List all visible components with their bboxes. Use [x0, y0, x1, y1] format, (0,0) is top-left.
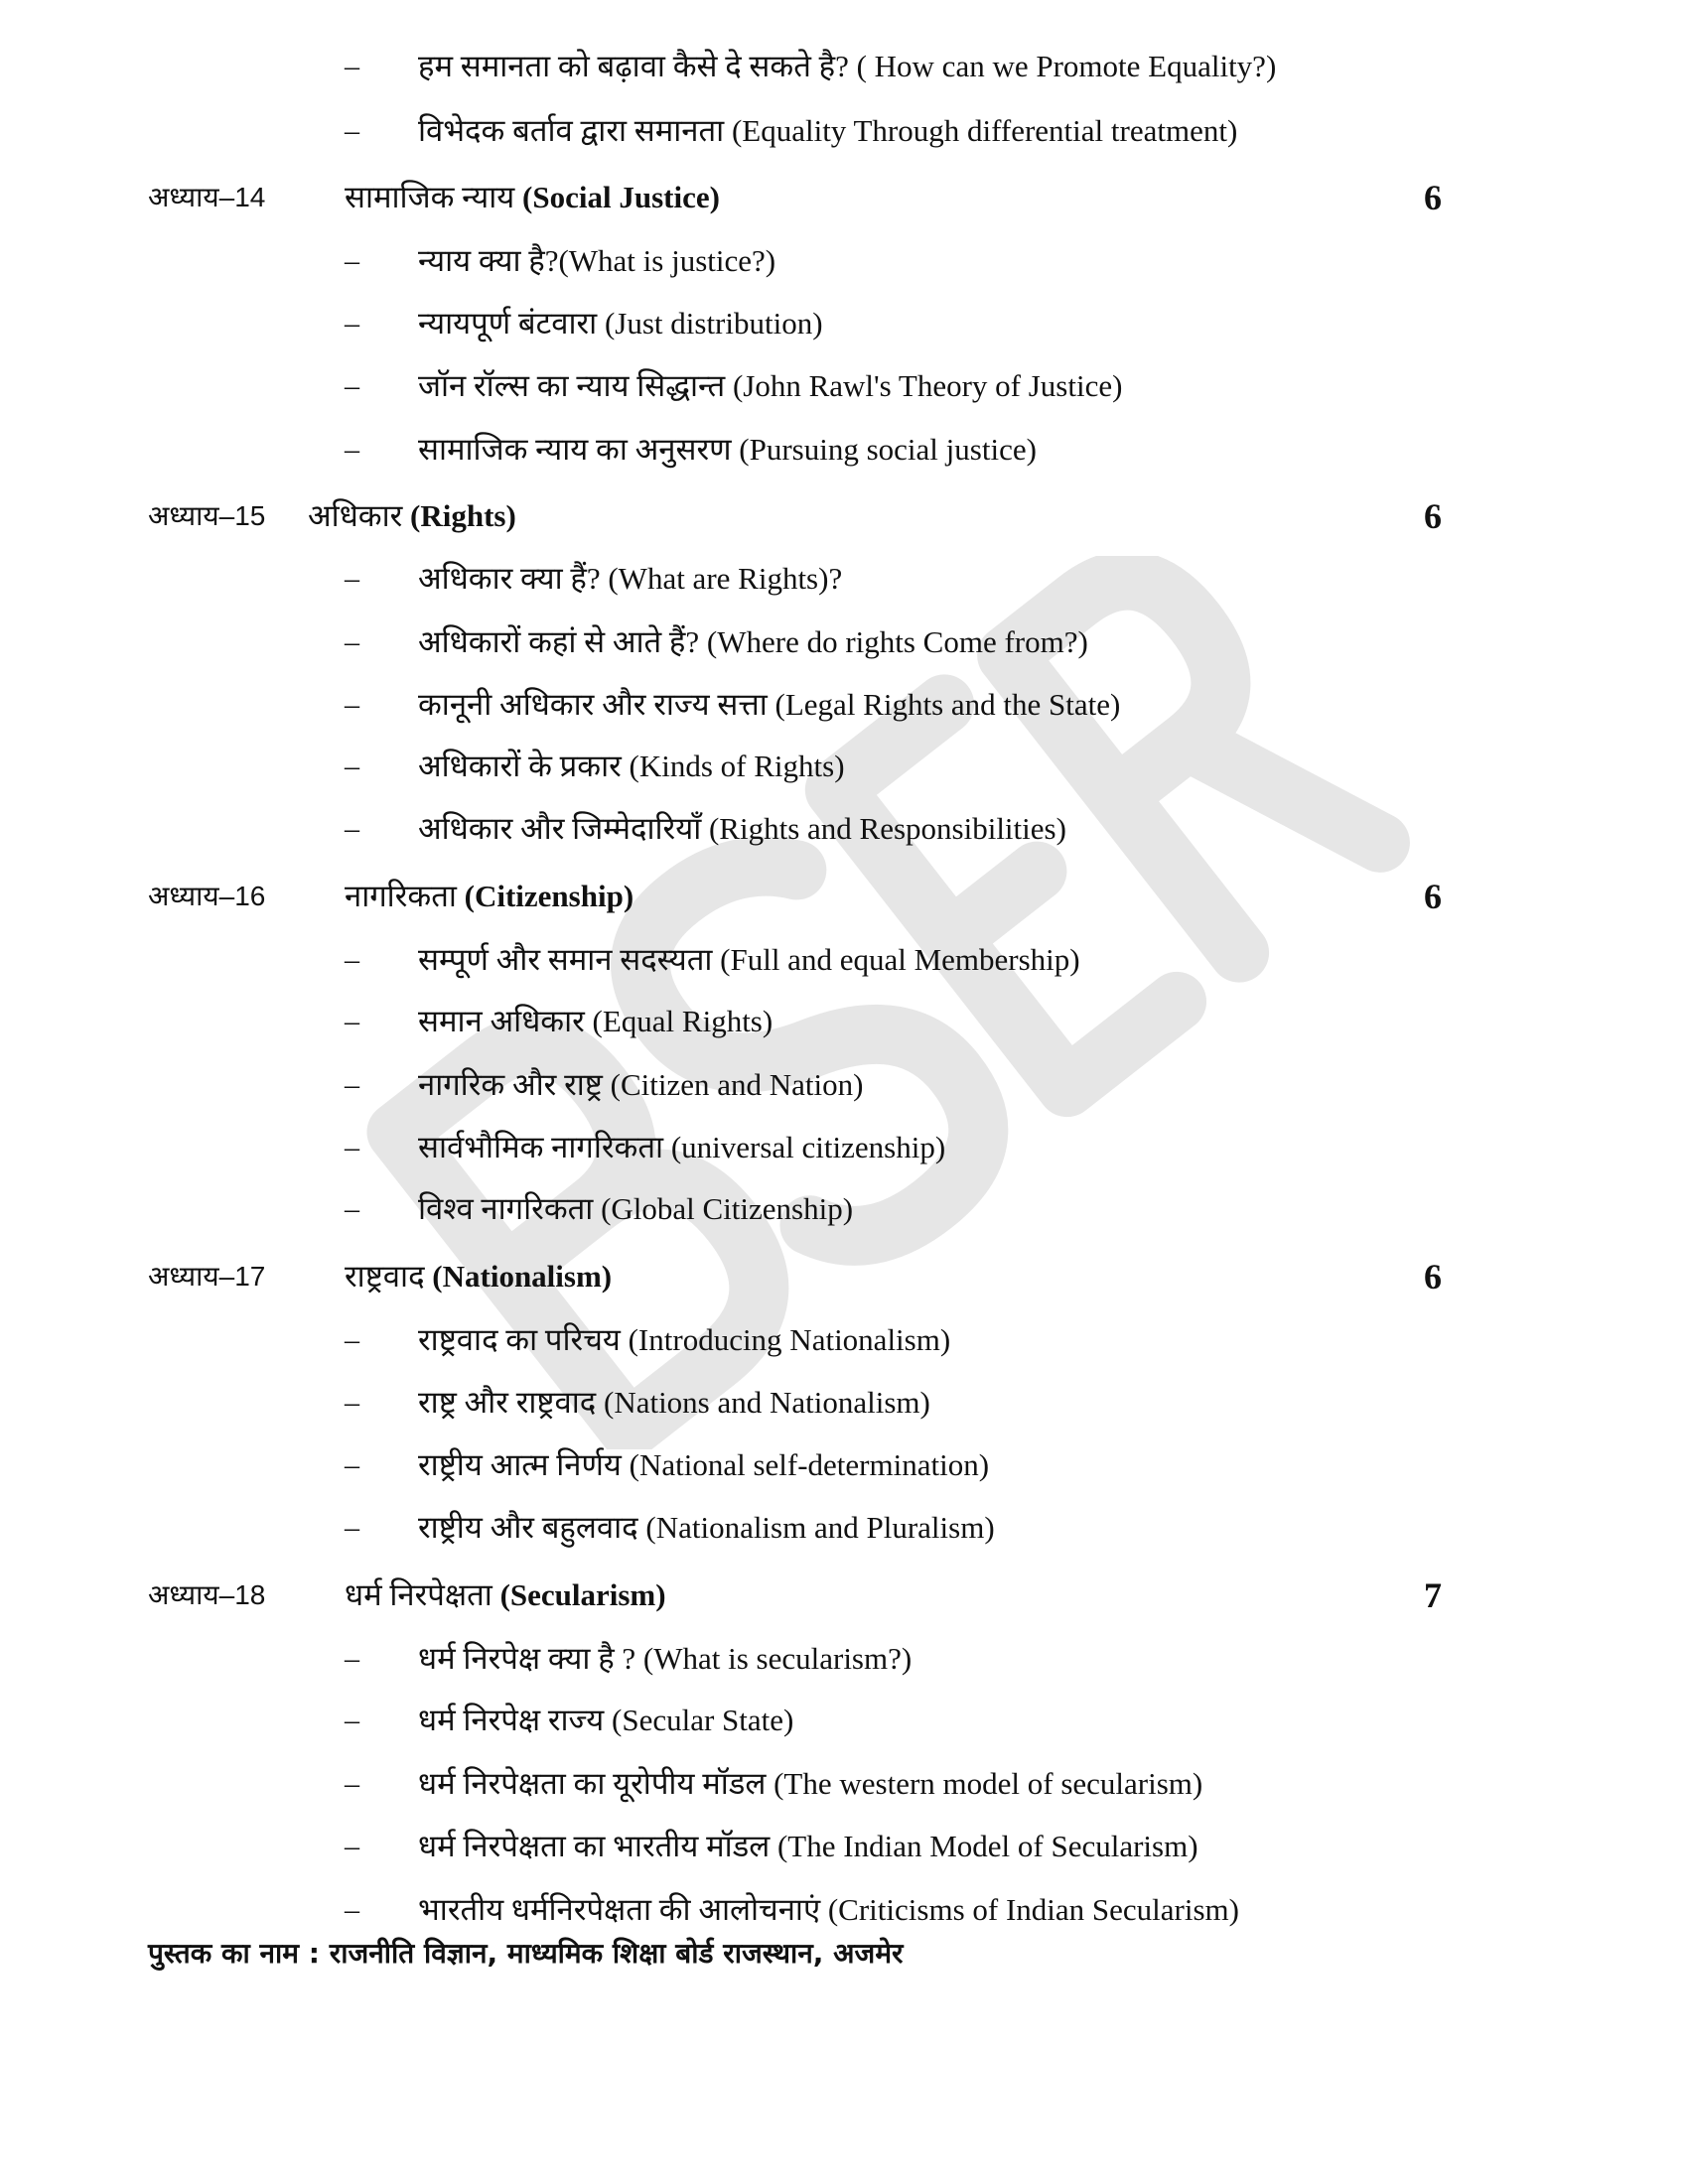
list-item: [0, 1761, 1688, 1807]
list-item: [0, 619, 1688, 665]
item-text: धर्म निरपेक्षता का यूरोपीय मॉडल (The western model of secularism): [418, 1766, 1203, 1801]
list-item: [0, 1442, 1688, 1488]
item-text: राष्ट्रीय आत्म निर्णय (National self-determination): [418, 1447, 990, 1482]
bullet-dash: –: [345, 625, 359, 658]
item-text: राष्ट्रवाद का परिचय (Introducing Nationalism): [418, 1322, 951, 1357]
book-name-footer: पुस्तक का नाम : राजनीति विज्ञान, माध्यमिक शिक्षा बोर्ड राजस्थान, अजमेर: [148, 1937, 904, 1970]
bullet-dash: –: [345, 1323, 359, 1356]
list-item: [0, 1380, 1688, 1426]
item-text: राष्ट्र और राष्ट्रवाद (Nations and Nationalism): [418, 1385, 930, 1420]
item-text: अधिकारों के प्रकार (Kinds of Rights): [418, 749, 845, 783]
chapter-label: अध्याय–14: [148, 182, 266, 212]
chapter-marks: 7: [1424, 1575, 1442, 1615]
list-item: [0, 44, 1688, 89]
chapter-title-hindi: नागरिकता: [345, 879, 457, 913]
chapter-title-english: (Secularism): [499, 1577, 666, 1612]
bullet-dash: –: [345, 433, 359, 466]
chapter-title: [345, 1572, 666, 1618]
bullet-dash: –: [345, 1192, 359, 1225]
chapter-marks: 6: [1424, 178, 1442, 217]
bullet-dash: –: [345, 1068, 359, 1101]
bullet-dash: –: [345, 1704, 359, 1736]
list-item: [0, 1636, 1688, 1682]
item-text: धर्म निरपेक्षता का भारतीय मॉडल (The Indian Model of Secularism): [418, 1829, 1198, 1863]
list-item: [0, 363, 1688, 409]
chapter-title-english: (Citizenship): [464, 879, 634, 913]
bullet-dash: –: [345, 50, 359, 82]
bullet-dash: –: [345, 1448, 359, 1481]
list-item: [0, 1505, 1688, 1551]
list-item: [0, 301, 1688, 346]
list-item: [0, 238, 1688, 284]
chapter-title-english: (Rights): [410, 498, 516, 533]
bullet-dash: –: [345, 943, 359, 976]
bullet-dash: –: [345, 688, 359, 721]
list-item: [0, 427, 1688, 473]
list-item: [0, 1062, 1688, 1108]
item-text: सामाजिक न्याय का अनुसरण (Pursuing social justice): [418, 432, 1037, 467]
chapter-label: अध्याय–18: [148, 1579, 266, 1610]
item-text: समान अधिकार (Equal Rights): [418, 1004, 774, 1038]
chapter-heading-14: [0, 175, 1688, 220]
item-text: न्याय क्या है?(What is justice?): [418, 243, 776, 278]
list-item: [0, 744, 1688, 789]
item-text: विश्व नागरिकता (Global Citizenship): [418, 1191, 854, 1226]
bullet-dash: –: [345, 750, 359, 782]
item-text: विभेदक बर्ताव द्वारा समानता (Equality Through differential treatment): [418, 113, 1238, 148]
item-text: अधिकारों कहां से आते हैं? (Where do rights Come from?): [418, 624, 1088, 659]
item-text: भारतीय धर्मनिरपेक्षता की आलोचनाएं (Criticisms of Indian Secularism): [418, 1892, 1239, 1927]
list-item: [0, 999, 1688, 1044]
chapter-heading-17: [0, 1254, 1688, 1299]
bullet-dash: –: [345, 1642, 359, 1675]
item-text: सम्पूर्ण और समान सदस्यता (Full and equal Membership): [418, 942, 1080, 977]
chapter-title: [345, 175, 720, 220]
bullet-dash: –: [345, 812, 359, 845]
item-text: हम समानता को बढ़ावा कैसे दे सकते है? ( How can we Promote Equality?): [418, 49, 1277, 83]
bullet-dash: –: [345, 1005, 359, 1037]
item-text: धर्म निरपेक्ष राज्य (Secular State): [418, 1703, 794, 1737]
item-text: धर्म निरपेक्ष क्या है ? (What is secularism?): [418, 1641, 913, 1676]
bullet-dash: –: [345, 1767, 359, 1800]
chapter-title-english: (Nationalism): [432, 1259, 613, 1294]
chapter-title-hindi: सामाजिक न्याय: [345, 180, 515, 214]
chapter-label: अध्याय–15: [148, 500, 266, 531]
bullet-dash: –: [345, 1893, 359, 1926]
list-item: [0, 1125, 1688, 1170]
chapter-heading-18: [0, 1572, 1688, 1618]
bullet-dash: –: [345, 307, 359, 340]
list-item: [0, 1698, 1688, 1743]
item-text: नागरिक और राष्ट्र (Citizen and Nation): [418, 1067, 864, 1102]
list-item: [0, 1887, 1688, 1933]
chapter-label: अध्याय–16: [148, 881, 266, 911]
list-item: [0, 108, 1688, 154]
item-text: अधिकार और जिम्मेदारियाँ (Rights and Responsibilities): [418, 811, 1066, 846]
chapter-title: [345, 874, 633, 919]
chapter-heading-15: [0, 493, 1688, 539]
bullet-dash: –: [345, 369, 359, 402]
chapter-title-hindi: अधिकार: [308, 498, 403, 533]
chapter-heading-16: [0, 874, 1688, 919]
chapter-marks: 6: [1424, 877, 1442, 916]
chapter-title-hindi: राष्ट्रवाद: [345, 1259, 425, 1294]
list-item: [0, 937, 1688, 983]
list-item: [0, 682, 1688, 728]
item-text: जॉन रॉल्स का न्याय सिद्धान्त (John Rawl's Theory of Justice): [418, 368, 1123, 403]
chapter-title-hindi: धर्म निरपेक्षता: [345, 1577, 492, 1612]
item-text: सार्वभौमिक नागरिकता (universal citizenship): [418, 1130, 946, 1164]
bullet-dash: –: [345, 1511, 359, 1544]
bullet-dash: –: [345, 1386, 359, 1419]
list-item: [0, 1186, 1688, 1232]
list-item: [0, 1824, 1688, 1869]
chapter-title: [345, 1254, 612, 1299]
chapter-label: अध्याय–17: [148, 1261, 266, 1292]
item-text: राष्ट्रीय और बहुलवाद (Nationalism and Pluralism): [418, 1510, 995, 1545]
chapter-marks: 6: [1424, 496, 1442, 536]
bullet-dash: –: [345, 114, 359, 147]
chapter-marks: 6: [1424, 1257, 1442, 1297]
item-text: अधिकार क्या हैं? (What are Rights)?: [418, 561, 843, 596]
item-text: कानूनी अधिकार और राज्य सत्ता (Legal Rights and the State): [418, 687, 1121, 722]
bullet-dash: –: [345, 562, 359, 595]
list-item: [0, 556, 1688, 602]
chapter-title-english: (Social Justice): [522, 180, 720, 214]
bullet-dash: –: [345, 244, 359, 277]
list-item: [0, 806, 1688, 852]
bullet-dash: –: [345, 1830, 359, 1862]
chapter-title: [308, 493, 516, 539]
bullet-dash: –: [345, 1131, 359, 1163]
item-text: न्यायपूर्ण बंटवारा (Just distribution): [418, 306, 823, 341]
list-item: [0, 1317, 1688, 1363]
